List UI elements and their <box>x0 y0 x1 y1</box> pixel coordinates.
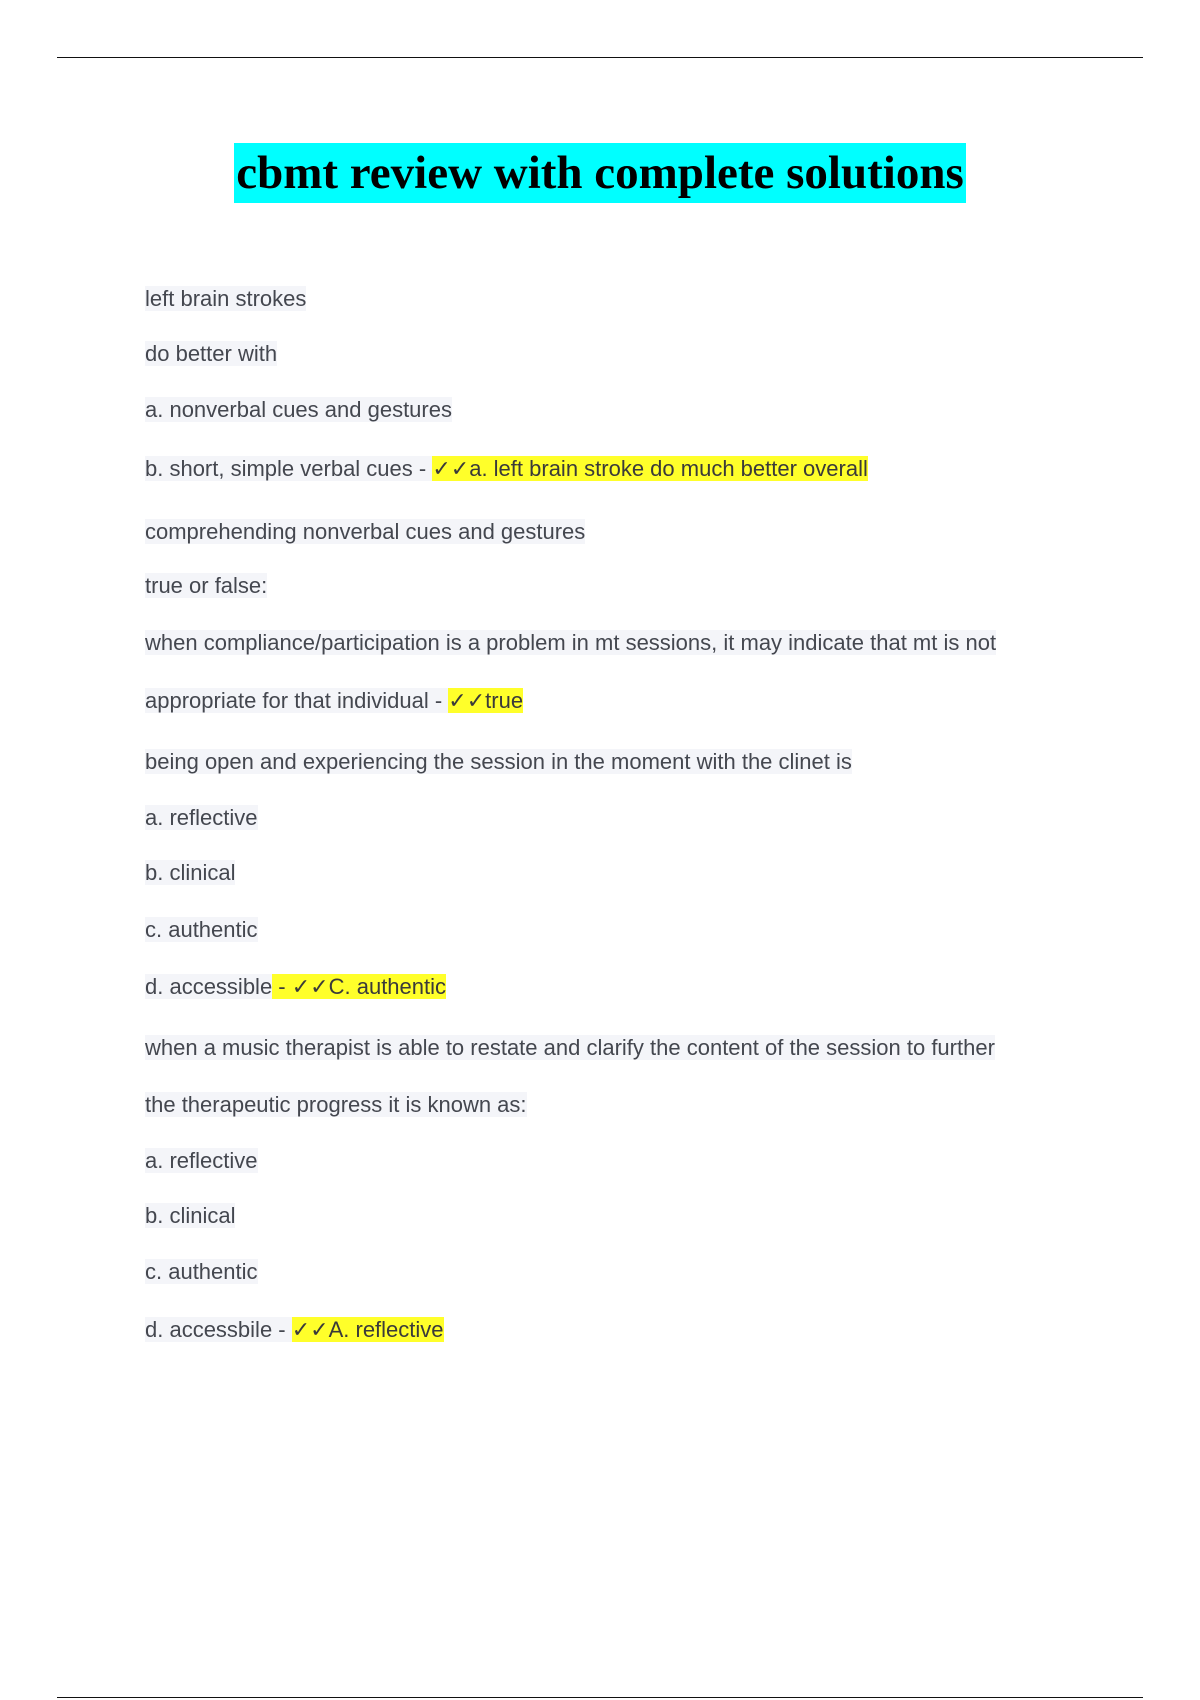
text-line <box>145 1201 235 1231</box>
text-line <box>145 803 258 833</box>
line-text: a. nonverbal cues and gestures <box>145 397 452 422</box>
bottom-rule <box>57 1697 1143 1698</box>
line-text: c. authentic <box>145 917 258 942</box>
line-text: d. accessbile - <box>145 1317 292 1342</box>
line-text: left brain strokes <box>145 286 307 311</box>
text-line <box>145 339 277 369</box>
text-line <box>145 915 258 945</box>
text-line <box>145 395 452 425</box>
line-text: when compliance/participation is a problem in mt sessions, it may indicate that mt is not <box>145 630 997 655</box>
text-line <box>145 628 996 658</box>
answer-highlight: - ✓✓C. authentic <box>272 974 447 999</box>
line-text: do better with <box>145 341 278 366</box>
line-text: b. clinical <box>145 1203 236 1228</box>
line-text: true or false: <box>145 573 268 598</box>
line-text: b. clinical <box>145 860 236 885</box>
text-line <box>145 1257 258 1287</box>
text-line <box>145 858 235 888</box>
text-line <box>145 284 306 314</box>
text-line <box>145 1146 258 1176</box>
line-text: when a music therapist is able to restate and clarify the content of the session to further <box>145 1035 995 1060</box>
top-rule <box>57 57 1143 58</box>
line-text: appropriate for that individual - <box>145 688 449 713</box>
line-text: comprehending nonverbal cues and gestures <box>145 519 586 544</box>
line-text: being open and experiencing the session in the moment with the clinet is <box>145 749 852 774</box>
text-line <box>145 571 267 601</box>
text-line <box>145 517 585 547</box>
title-block <box>0 143 1200 203</box>
text-line <box>145 686 523 716</box>
text-line <box>145 747 852 777</box>
text-line <box>145 972 446 1002</box>
answer-highlight: ✓✓true <box>448 688 524 713</box>
line-text: b. short, simple verbal cues - <box>145 456 433 481</box>
text-line <box>145 1033 995 1063</box>
answer-highlight: ✓✓A. reflective <box>291 1317 444 1342</box>
line-text: a. reflective <box>145 805 258 830</box>
line-text: the therapeutic progress it is known as: <box>145 1092 527 1117</box>
line-text: c. authentic <box>145 1259 258 1284</box>
text-line <box>145 454 868 484</box>
text-line <box>145 1090 527 1120</box>
text-line <box>145 1315 444 1345</box>
answer-highlight: ✓✓a. left brain stroke do much better overall <box>432 456 868 481</box>
document-title: cbmt review with complete solutions <box>234 143 966 203</box>
line-text: d. accessible <box>145 974 273 999</box>
line-text: a. reflective <box>145 1148 258 1173</box>
